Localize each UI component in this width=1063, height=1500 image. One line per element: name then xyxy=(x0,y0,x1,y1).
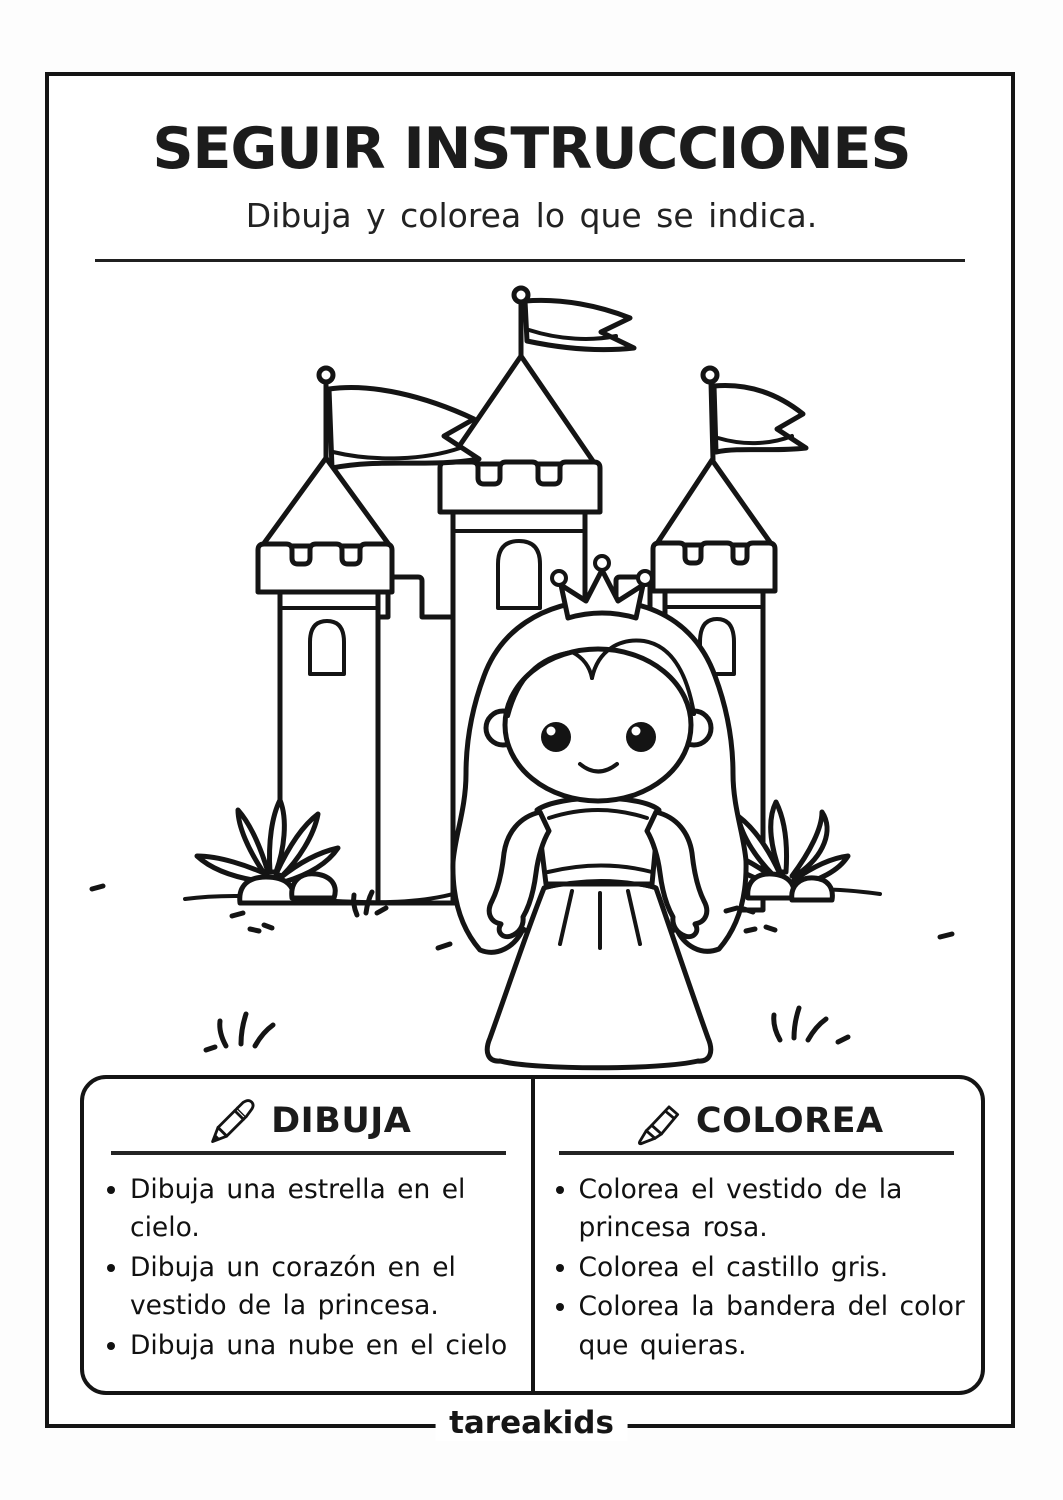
battlement xyxy=(440,462,600,512)
rock xyxy=(792,878,833,900)
colorea-label: COLOREA xyxy=(695,1101,884,1141)
brand-footer: tareakids xyxy=(435,1405,628,1441)
pole-ball xyxy=(319,368,333,382)
eye-highlight xyxy=(547,727,556,736)
pole-ball xyxy=(703,368,717,382)
marker-icon xyxy=(630,1095,682,1147)
pencil-icon xyxy=(205,1095,257,1147)
colorea-section xyxy=(533,1079,982,1391)
crown-ball xyxy=(638,571,652,585)
crown-ball xyxy=(552,571,566,585)
rock xyxy=(240,877,295,903)
spire xyxy=(656,460,772,545)
rock xyxy=(748,874,795,898)
left-wall xyxy=(378,577,453,903)
colorea-header xyxy=(533,1095,982,1147)
flag xyxy=(525,300,634,349)
battlement xyxy=(258,544,392,592)
battlement xyxy=(653,543,775,591)
dibuja-section xyxy=(84,1079,533,1391)
spire xyxy=(447,356,595,464)
page-subtitle: Dibuja y colorea lo que se indica. xyxy=(245,196,818,235)
rock xyxy=(292,874,335,898)
dibuja-header xyxy=(84,1095,533,1147)
list-item: • Colorea el vestido de la princesa rosa. xyxy=(579,1171,974,1248)
list-item: • Dibuja una estrella en el cielo. xyxy=(130,1171,525,1248)
dibuja-underline xyxy=(111,1151,506,1155)
spire xyxy=(262,458,390,546)
eye-highlight xyxy=(632,727,641,736)
crown-ball xyxy=(595,556,609,570)
colorea-underline xyxy=(559,1151,954,1155)
dibuja-label: DIBUJA xyxy=(271,1101,412,1141)
right-eye xyxy=(626,722,656,752)
instructions-box xyxy=(80,1075,985,1395)
dibuja-list xyxy=(84,1171,533,1366)
page-title: SEGUIR INSTRUCCIONES xyxy=(152,116,911,182)
tower-window xyxy=(498,541,540,608)
left-eye xyxy=(541,722,571,752)
list-item: • Dibuja un corazón en el vestido de la princesa. xyxy=(130,1249,525,1326)
list-item: • Colorea el castillo gris. xyxy=(579,1249,974,1288)
tower-window xyxy=(310,621,344,674)
list-item: • Colorea la bandera del color que quieras. xyxy=(579,1288,974,1365)
list-item: • Dibuja una nube en el cielo xyxy=(130,1327,525,1366)
colorea-list xyxy=(533,1171,982,1366)
